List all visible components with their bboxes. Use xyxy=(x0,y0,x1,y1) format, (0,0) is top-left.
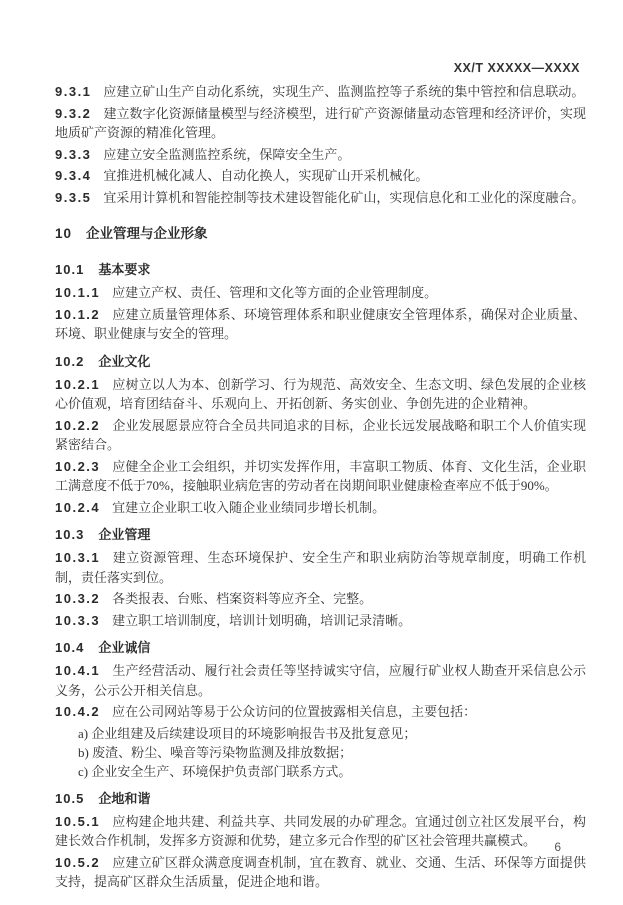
clause-number: 10.3.1 xyxy=(55,550,101,565)
clause-text: 应健全企业工会组织，并切实发挥作用，丰富职工物质、体育、文化生活，企业职工满意度不低于70%，接触职业病危害的劳动者在岗期间职业健康检查率应不低于90%。 xyxy=(55,458,586,493)
clause-number: 10.1.1 xyxy=(55,285,101,300)
clause-text: 应建立矿山生产自动化系统，实现生产、监测监控等子系统的集中管控和信息联动。 xyxy=(103,84,585,99)
clause-text: 应建立矿区群众满意度调查机制，宜在教育、就业、交通、生活、环保等方面提供支持，提高矿区群众生活质量，促进企地和谐。 xyxy=(55,854,586,889)
list-item-a: a) 企业组建及后续建设项目的环境影响报告书及批复意见； xyxy=(78,725,417,741)
subsection-title: 企地和谐 xyxy=(98,790,151,806)
section-title: 企业管理与企业形象 xyxy=(86,226,208,241)
clause-9-3-4 xyxy=(55,166,586,186)
subsection-number: 10.4 xyxy=(55,640,85,655)
subsection-number: 10.3 xyxy=(55,527,85,542)
list-item-b: b) 废渣、粉尘、噪音等污染物监测及排放数据； xyxy=(78,744,353,760)
clause-number: 10.3.2 xyxy=(55,591,101,606)
clause-text: 建立职工培训制度，培训计划明确，培训记录清晰。 xyxy=(112,612,412,628)
clause-text: 各类报表、台账、档案资料等应齐全、完整。 xyxy=(112,591,373,606)
clause-text: 应建立安全监测监控系统，保障安全生产。 xyxy=(103,146,351,162)
subsection-heading-10-3 xyxy=(55,525,586,544)
clause-text: 应树立以人为本、创新学习、行为规范、高效安全、生态文明、绿色发展的企业核心价值观，培育团结奋斗、乐观向上、开拓创新、务实创业、争创先进的企业精神。 xyxy=(55,376,586,411)
subsection-title: 基本要求 xyxy=(98,262,151,277)
clause-9-3-2 xyxy=(55,104,586,143)
clause-number: 10.1.2 xyxy=(55,306,101,322)
clause-number: 9.3.3 xyxy=(55,146,92,162)
clause-text: 建立数字化资源储量模型与经济模型，进行矿产资源储量动态管理和经济评价，实现地质矿产资源的精准化管理。 xyxy=(55,105,586,140)
clause-text: 应建立产权、责任、管理和文化等方面的企业管理制度。 xyxy=(112,285,438,300)
clause-text: 生产经营活动、履行社会责任等坚持诚实守信，应履行矿业权人勘查开采信息公示义务，公示公开相关信息。 xyxy=(55,663,586,698)
subsection-heading-10-5 xyxy=(55,789,586,808)
clause-text: 宜推进机械化减人、自动化换人，实现矿山开采机械化。 xyxy=(103,168,429,183)
clause-number: 9.3.5 xyxy=(55,189,92,205)
clause-number: 10.2.3 xyxy=(55,458,101,474)
list-item-c: c) 企业安全生产、环境保护负责部门联系方式。 xyxy=(78,763,352,779)
clause-10-3-1 xyxy=(55,548,586,587)
section-heading-10 xyxy=(55,224,586,243)
subsection-heading-10-2 xyxy=(55,352,586,371)
clause-number: 10.2.4 xyxy=(55,499,101,515)
clause-10-1-1 xyxy=(55,283,586,303)
subsection-title: 企业诚信 xyxy=(98,640,151,655)
clause-number: 10.5.2 xyxy=(55,854,101,870)
clause-number: 9.3.2 xyxy=(55,105,92,121)
clause-9-3-5 xyxy=(55,188,586,208)
clause-number: 10.4.2 xyxy=(55,704,101,719)
clause-text: 企业发展愿景应符合全员共同追求的目标，企业长远发展战略和职工个人价值实现紧密结合。 xyxy=(55,417,586,452)
subsection-heading-10-1 xyxy=(55,260,586,279)
clause-text: 建立资源管理、生态环境保护、安全生产和职业病防治等规章制度，明确工作机制，责任落实到位。 xyxy=(55,550,586,585)
subsection-number: 10.1 xyxy=(55,262,85,277)
clause-10-5-2 xyxy=(55,853,586,892)
clause-10-3-2 xyxy=(55,589,586,609)
clause-text: 应建立质量管理体系、环境管理体系和职业健康安全管理体系，确保对企业质量、环境、职业健康与安全的管理。 xyxy=(55,306,586,341)
clause-number: 10.3.3 xyxy=(55,612,101,628)
subsection-number: 10.2 xyxy=(55,353,85,369)
subsection-title: 企业管理 xyxy=(98,527,151,542)
clause-10-1-2 xyxy=(55,305,586,344)
subsection-title: 企业文化 xyxy=(98,353,151,369)
clause-number: 9.3.4 xyxy=(55,168,92,183)
clause-text: 应构建企地共建、利益共享、共同发展的办矿理念。宜通过创立社区发展平台，构建长效合作机制，发挥多方资源和优势，建立多元合作型的矿区社会管理共赢模式。 xyxy=(55,813,586,848)
clause-9-3-1 xyxy=(55,82,586,102)
subsection-number: 10.5 xyxy=(55,790,85,806)
clause-text: 宜采用计算机和智能控制等技术建设智能化矿山，实现信息化和工业化的深度融合。 xyxy=(103,189,585,205)
clause-number: 10.2.2 xyxy=(55,417,101,433)
clause-number: 10.2.1 xyxy=(55,376,101,392)
clause-9-3-3 xyxy=(55,145,586,165)
clause-text: 宜建立企业职工收入随企业业绩同步增长机制。 xyxy=(112,499,386,515)
clause-10-4-1 xyxy=(55,661,586,700)
clause-10-2-3 xyxy=(55,457,586,496)
clause-10-5-1 xyxy=(55,812,586,851)
document-code-header: XX/T XXXXX—XXXX xyxy=(453,61,580,75)
subsection-heading-10-4 xyxy=(55,638,586,657)
document-body xyxy=(55,82,586,894)
page-number: 6 xyxy=(554,840,561,854)
clause-10-2-1 xyxy=(55,375,586,414)
clause-number: 10.4.1 xyxy=(55,663,101,678)
clause-10-4-2 xyxy=(55,702,586,722)
clause-10-2-2 xyxy=(55,416,586,455)
clause-text: 应在公司网站等易于公众访问的位置披露相关信息，主要包括： xyxy=(112,704,477,719)
clause-10-3-3 xyxy=(55,611,586,631)
section-number: 10 xyxy=(55,226,73,241)
clause-number: 9.3.1 xyxy=(55,84,92,99)
clause-10-2-4 xyxy=(55,498,586,518)
clause-number: 10.5.1 xyxy=(55,813,101,829)
